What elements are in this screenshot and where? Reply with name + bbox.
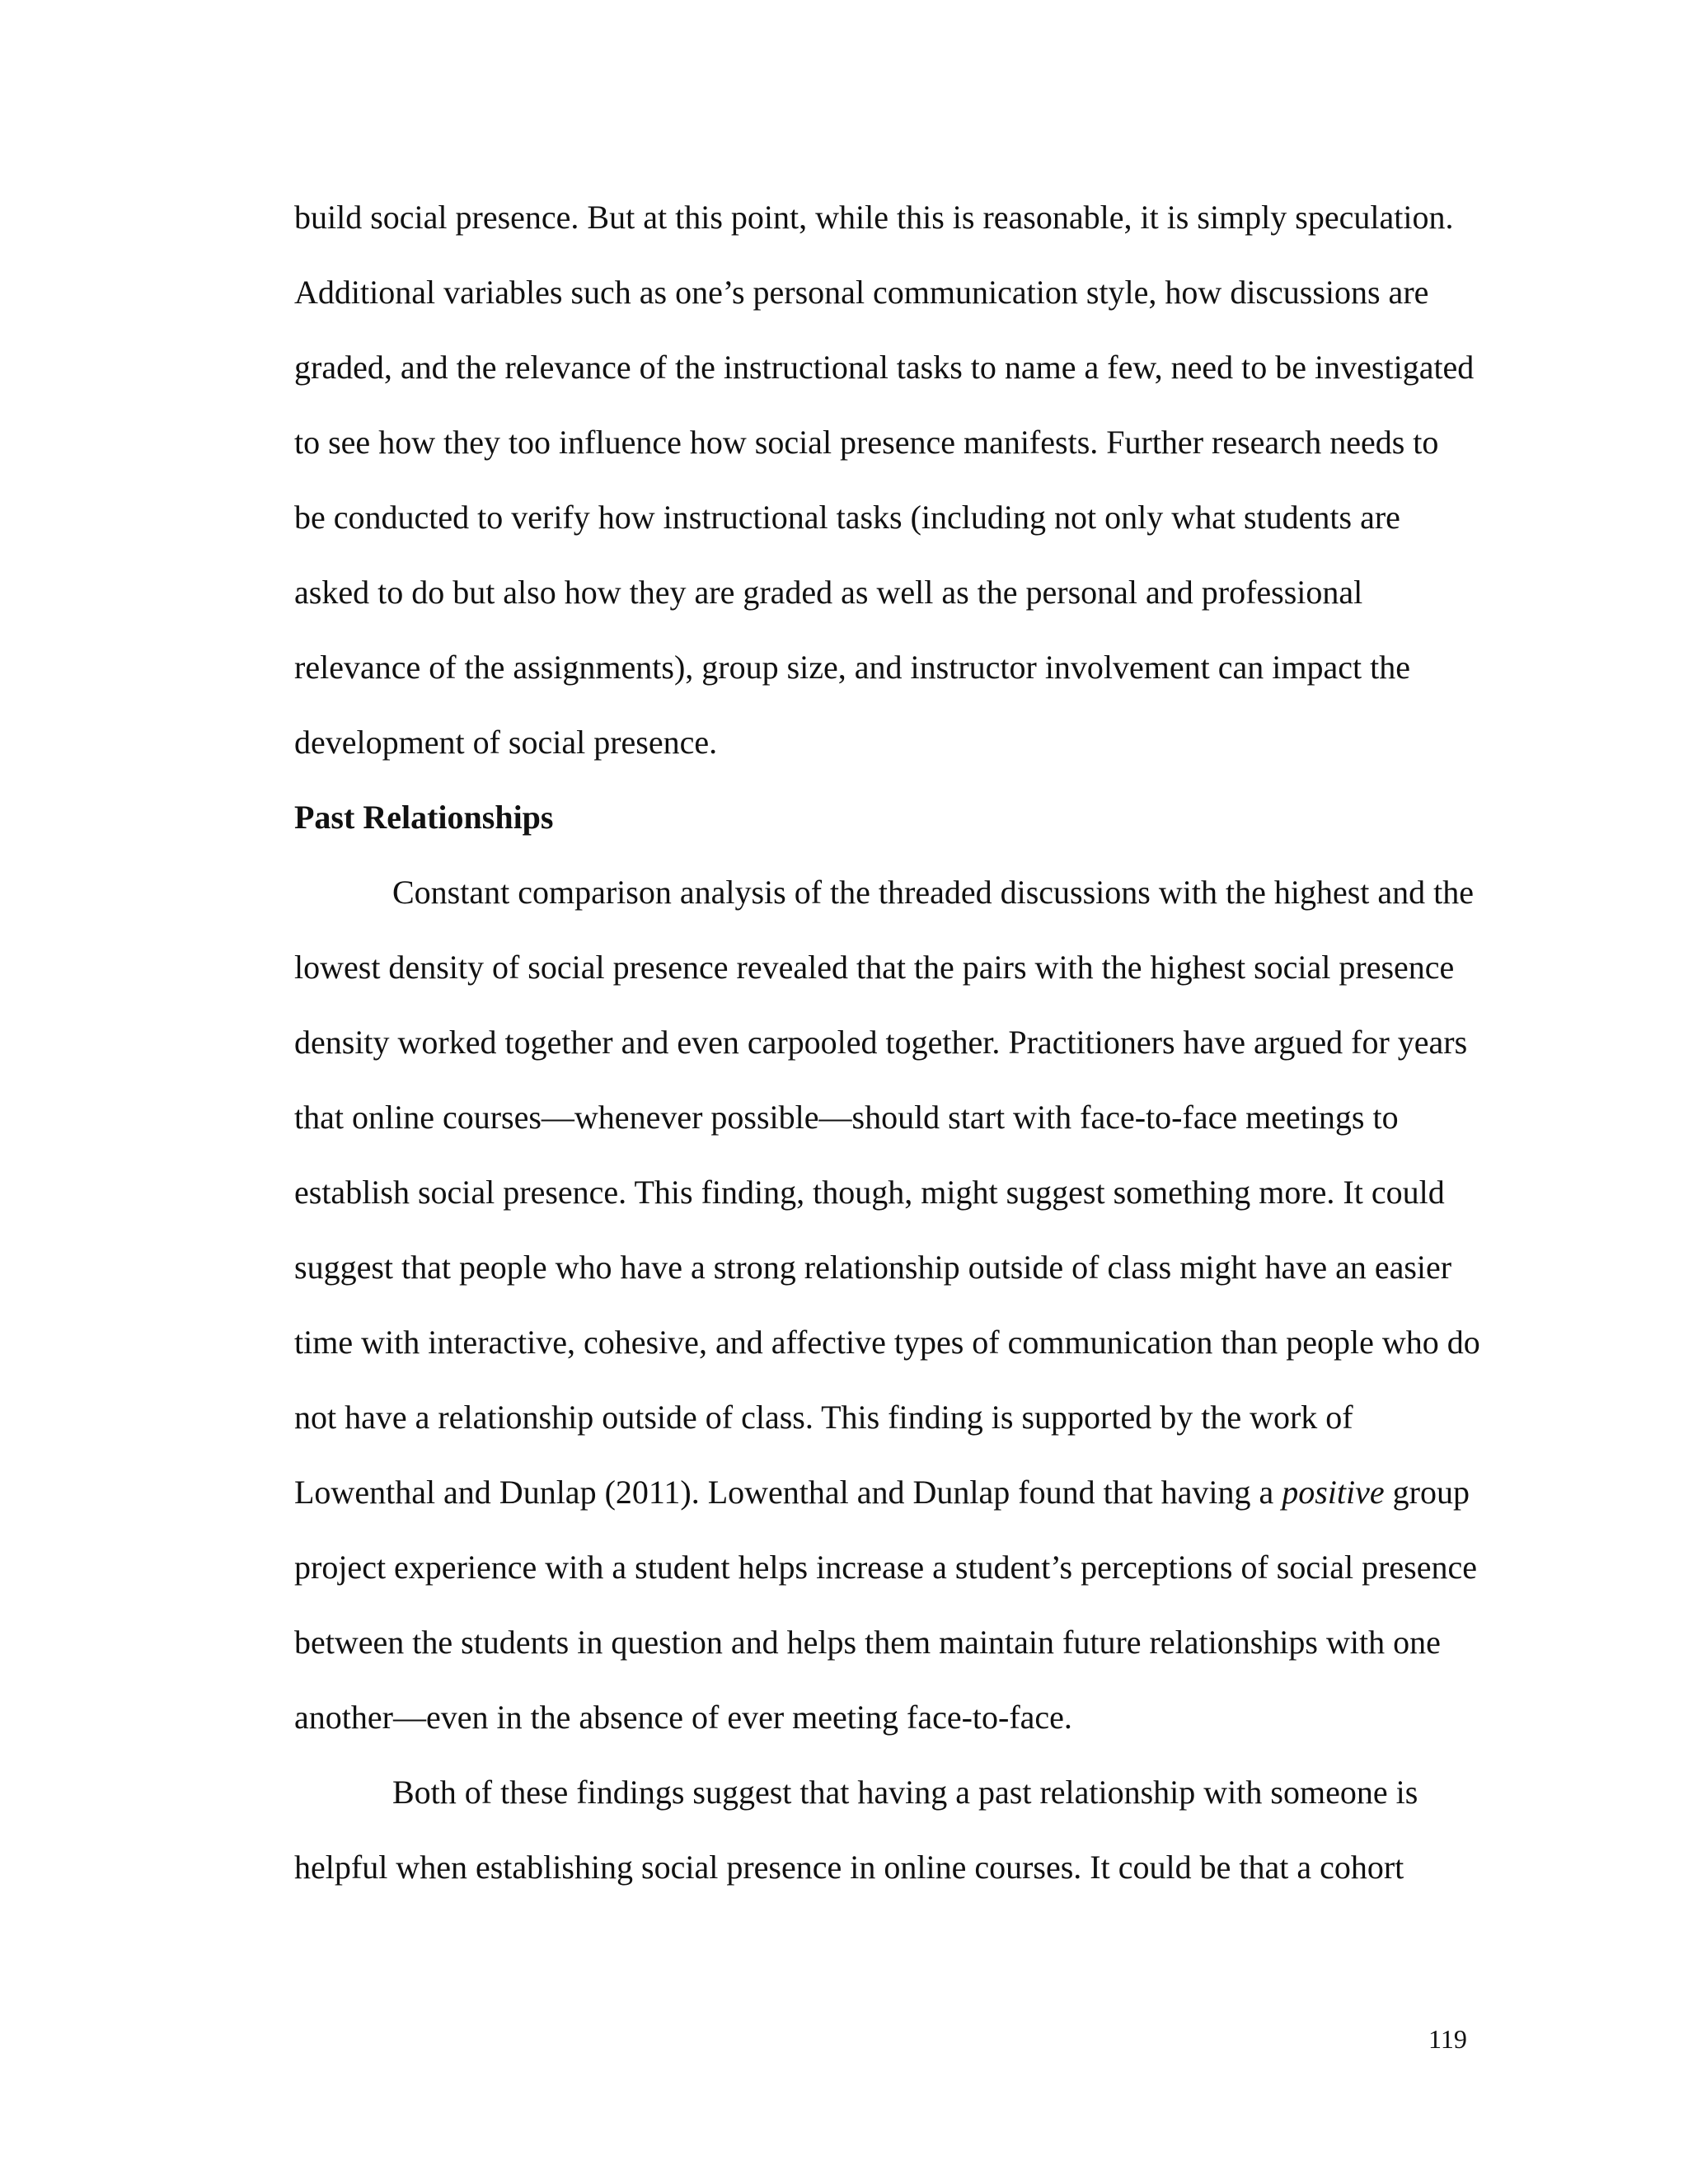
- paragraph-line: time with interactive, cohesive, and affective types of communication than people who do: [294, 1324, 1480, 1361]
- paragraph-line: lowest density of social presence revealed that the pairs with the highest social presence: [294, 949, 1455, 986]
- line-text-after-emphasis: group: [1384, 1474, 1470, 1511]
- paragraph-line: to see how they too influence how social presence manifests. Further research needs to: [294, 424, 1439, 461]
- paragraph-line: asked to do but also how they are graded as well as the personal and professional: [294, 574, 1363, 611]
- page-number: 119: [1428, 2024, 1467, 2054]
- paragraph-line: graded, and the relevance of the instructional tasks to name a few, need to be investigated: [294, 349, 1475, 386]
- paragraph-line: Constant comparison analysis of the threaded discussions with the highest and the: [392, 874, 1474, 911]
- paragraph-line: not have a relationship outside of class. This finding is supported by the work of: [294, 1399, 1353, 1436]
- paragraph-line-with-emphasis: [294, 1473, 1470, 1512]
- paragraph-line: another—even in the absence of ever meeting face-to-face.: [294, 1699, 1072, 1736]
- line-text-before-emphasis: Lowenthal and Dunlap (2011). Lowenthal and Dunlap found that having a: [294, 1474, 1282, 1511]
- paragraph-line: between the students in question and helps them maintain future relationships with one: [294, 1624, 1441, 1661]
- paragraph-line: density worked together and even carpooled together. Practitioners have argued for years: [294, 1024, 1468, 1061]
- paragraph-line: project experience with a student helps increase a student’s perceptions of social presence: [294, 1549, 1477, 1586]
- paragraph-line: relevance of the assignments), group size, and instructor involvement can impact the: [294, 649, 1411, 686]
- paragraph-line: Both of these findings suggest that having a past relationship with someone is: [392, 1774, 1418, 1811]
- paragraph-line: establish social presence. This finding, though, might suggest something more. It could: [294, 1174, 1445, 1211]
- paragraph-line: that online courses—whenever possible—should start with face-to-face meetings to: [294, 1099, 1399, 1136]
- paragraph-line: development of social presence.: [294, 724, 718, 761]
- paragraph-line: be conducted to verify how instructional tasks (including not only what students are: [294, 499, 1400, 536]
- paragraph-line: build social presence. But at this point, while this is reasonable, it is simply speculation.: [294, 199, 1454, 236]
- paragraph-line: suggest that people who have a strong relationship outside of class might have an easier: [294, 1249, 1452, 1286]
- paragraph-line: Additional variables such as one’s personal communication style, how discussions are: [294, 274, 1429, 311]
- paragraph-line: helpful when establishing social presence in online courses. It could be that a cohort: [294, 1849, 1404, 1886]
- section-heading: Past Relationships: [294, 799, 554, 836]
- emphasized-word: positive: [1282, 1474, 1385, 1511]
